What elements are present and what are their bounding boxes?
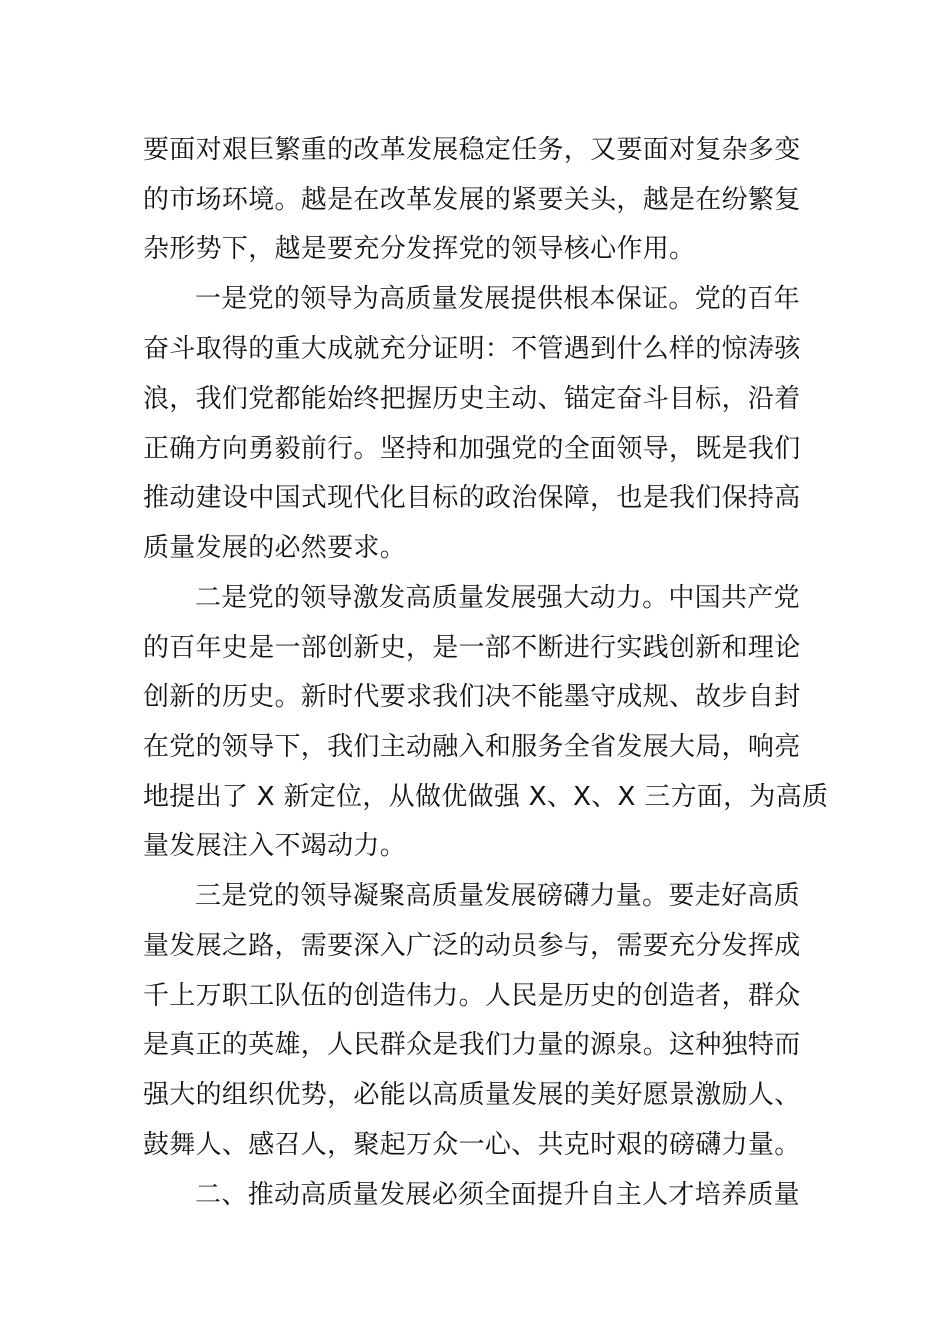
paragraph-heading-line: 一是党的领导为高质量发展提供根本保证。党的百年: [195, 284, 800, 314]
text-line: 质量发展的必然要求。: [143, 533, 407, 563]
text-line: 奋斗取得的重大成就充分证明：不管遇到什么样的惊涛骇: [143, 334, 801, 364]
text-line: 浪，我们党都能始终把握历史主动、锚定奋斗目标，沿着: [143, 384, 801, 414]
text-line: 是真正的英雄，人民群众是我们力量的源泉。这种独特而: [143, 1030, 801, 1060]
text-line: 千上万职工队伍的创造伟力。人民是历史的创造者，群众: [143, 981, 801, 1011]
text-line: 地提出了 X 新定位，从做优做强 X、X、X 三方面，为高质: [143, 782, 829, 812]
section-heading: 二、推动高质量发展必须全面提升自主人才培养质量: [195, 1180, 800, 1210]
text-line: 强大的组织优势，必能以高质量发展的美好愿景激励人、: [143, 1080, 801, 1110]
text-line: 正确方向勇毅前行。坚持和加强党的全面领导，既是我们: [143, 434, 801, 464]
text-line: 要面对艰巨繁重的改革发展稳定任务，又要面对复杂多变: [143, 135, 801, 165]
text-line: 创新的历史。新时代要求我们决不能墨守成规、故步自封: [143, 682, 801, 712]
text-line: 鼓舞人、感召人，聚起万众一心、共克时艰的磅礴力量。: [143, 1130, 801, 1160]
text-line: 量发展之路，需要深入广泛的动员参与，需要充分发挥成: [143, 931, 801, 961]
text-line: 杂形势下，越是要充分发挥党的领导核心作用。: [143, 234, 696, 264]
text-line: 在党的领导下，我们主动融入和服务全省发展大局，响亮: [143, 732, 801, 762]
paragraph-heading-line: 二是党的领导激发高质量发展强大动力。中国共产党: [195, 583, 800, 613]
text-line: 的市场环境。越是在改革发展的紧要关头，越是在纷繁复: [143, 185, 801, 215]
text-line: 的百年史是一部创新史，是一部不断进行实践创新和理论: [143, 633, 801, 663]
text-line: 量发展注入不竭动力。: [143, 831, 407, 861]
paragraph-heading-line: 三是党的领导凝聚高质量发展磅礴力量。要走好高质: [195, 881, 800, 911]
text-line: 推动建设中国式现代化目标的政治保障，也是我们保持高: [143, 483, 801, 513]
